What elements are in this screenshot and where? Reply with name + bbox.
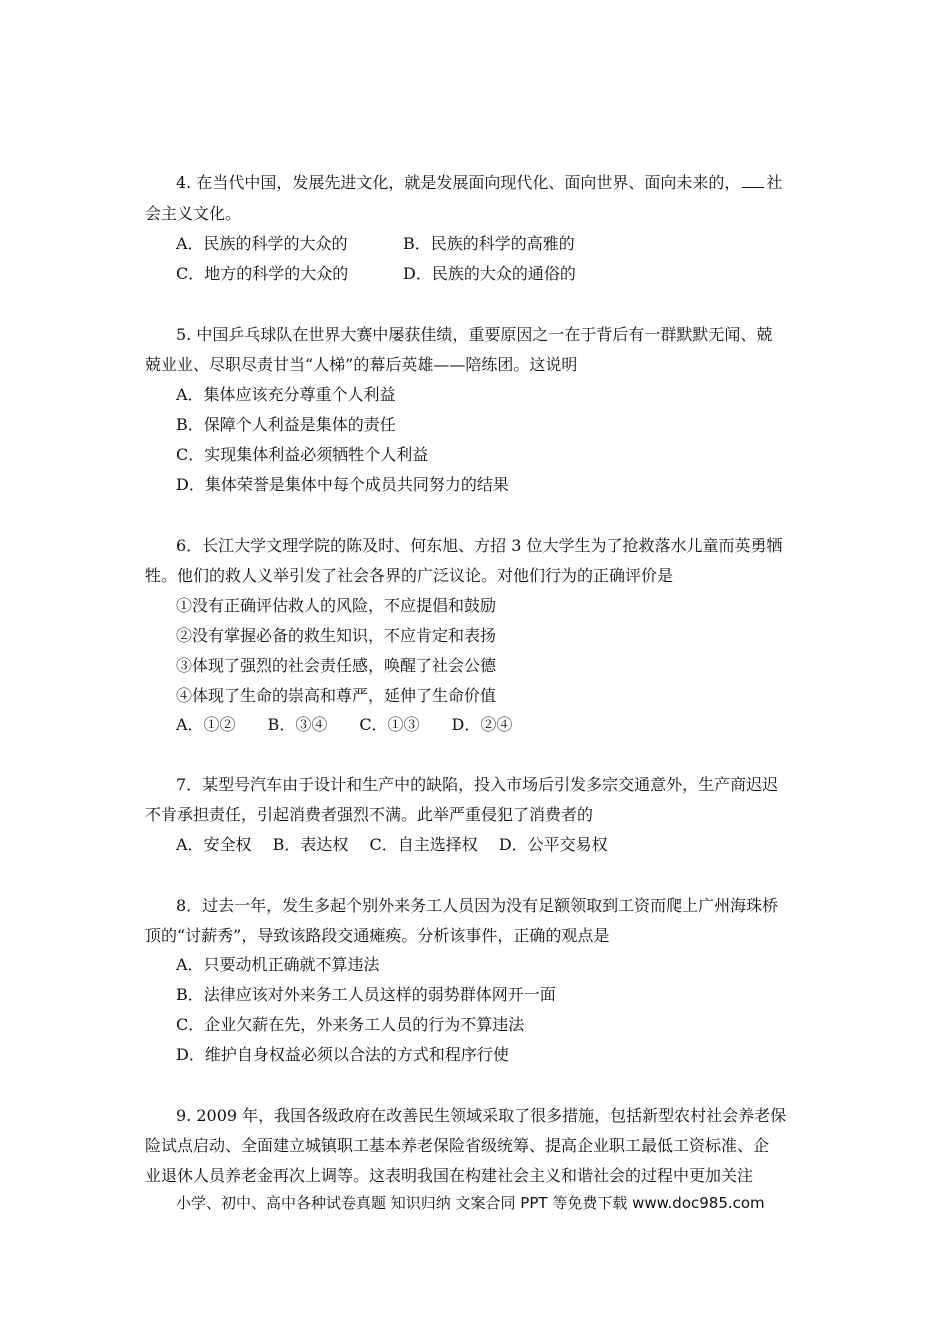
q4-option-c: C．地方的科学的大众的 [176, 264, 349, 283]
q7-options: A．安全权 B．表达权 C．自主选择权 D．公平交易权 [176, 835, 608, 854]
q6-item-3: ③体现了强烈的社会责任感，唤醒了社会公德 [176, 656, 497, 675]
q6-item-4: ④体现了生命的崇高和尊严，延伸了生命价值 [176, 686, 497, 705]
q9-stem-line1: 9. 2009 年，我国各级政府在改善民生领域采取了很多措施，包括新型农村社会养老保 [176, 1106, 787, 1125]
q5-stem-line1: 5. 中国乒乓球队在世界大赛中屡获佳绩，重要原因之一在于背后有一群默默无闻、兢 [176, 325, 773, 344]
answer-blank [742, 173, 764, 188]
q5-option-d: D．集体荣誉是集体中每个成员共同努力的结果 [176, 475, 509, 494]
q4-stem-line2: 会主义文化。 [145, 204, 242, 223]
q5-option-a: A．集体应该充分尊重个人利益 [176, 385, 396, 404]
q8-stem-line1: 8．过去一年，发生多起个别外来务工人员因为没有足额领取到工资而爬上广州海珠桥 [176, 896, 779, 915]
q6-stem-line1: 6．长江大学文理学院的陈及时、何东旭、方招 3 位大学生为了抢救落水儿童而英勇牺 [176, 536, 783, 555]
q8-stem-line2: 顶的“讨薪秀”，导致该路段交通瘫痪。分析该事件，正确的观点是 [145, 926, 610, 945]
q4-stem-after: 社 [766, 173, 783, 192]
download-footer: 小学、初中、高中各种试卷真题 知识归纳 文案合同 PPT 等免费下载 www.doc985.com [176, 1194, 765, 1212]
q9-stem-line3: 业退休人员养老金再次上调等。这表明我国在构建社会主义和谐社会的过程中更加关注 [145, 1166, 754, 1185]
q4-stem-before: 4. 在当代中国，发展先进文化，就是发展面向现代化、面向世界、面向未来的， [176, 173, 741, 192]
q8-option-d: D．维护自身权益必须以合法的方式和程序行使 [176, 1045, 509, 1064]
q8-option-b: B．法律应该对外来务工人员这样的弱势群体网开一面 [176, 985, 556, 1004]
q9-stem-line2: 险试点启动、全面建立城镇职工基本养老保险省级统筹、提高企业职工最低工资标准、企 [145, 1136, 770, 1155]
q7-stem-line2: 不肯承担责任，引起消费者强烈不满。此举严重侵犯了消费者的 [145, 805, 594, 824]
q6-item-1: ①没有正确评估救人的风险，不应提倡和鼓励 [176, 596, 497, 615]
q5-option-c: C．实现集体利益必须牺牲个人利益 [176, 445, 429, 464]
q4-option-a: A．民族的科学的大众的 [176, 234, 348, 253]
q6-options: A．①② B．③④ C．①③ D．②④ [176, 715, 513, 734]
q4-option-d: D．民族的大众的通俗的 [403, 264, 576, 283]
q7-stem-line1: 7．某型号汽车由于设计和生产中的缺陷，投入市场后引发多宗交通意外，生产商迟迟 [176, 775, 779, 794]
q4-stem-line1 [176, 173, 782, 193]
q6-item-2: ②没有掌握必备的救生知识，不应肯定和表扬 [176, 626, 497, 645]
q4-option-b: B．民族的科学的高雅的 [403, 234, 575, 253]
q8-option-a: A．只要动机正确就不算违法 [176, 955, 380, 974]
q5-stem-line2: 兢业业、尽职尽责甘当“人梯”的幕后英雄——陪练团。这说明 [145, 355, 578, 374]
q8-option-c: C．企业欠薪在先，外来务工人员的行为不算违法 [176, 1015, 525, 1034]
q5-option-b: B．保障个人利益是集体的责任 [176, 415, 396, 434]
q6-stem-line2: 牲。他们的救人义举引发了社会各界的广泛议论。对他们行为的正确评价是 [145, 566, 674, 585]
